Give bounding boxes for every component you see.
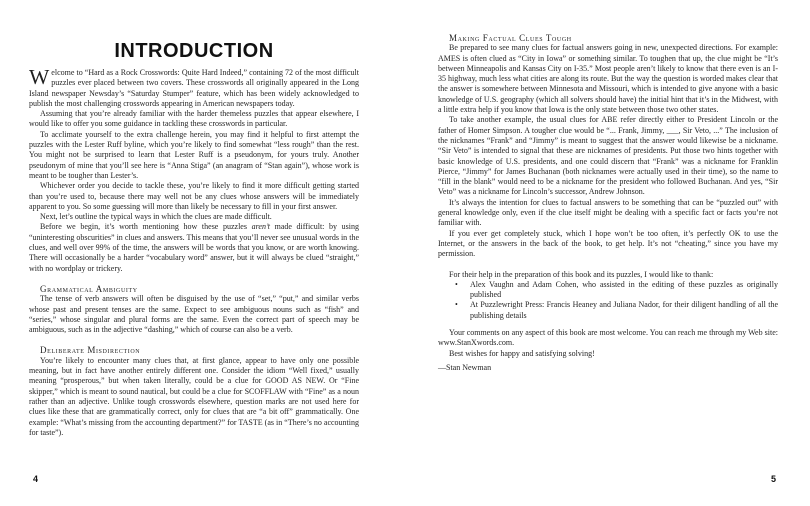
bullet-icon: • — [455, 279, 458, 289]
section-heading-grammatical-ambiguity: Grammatical Ambiguity — [40, 283, 138, 294]
intro-paragraph-1-text: elcome to “Hard as a Rock Crosswords: Quite Hard Indeed,” containing 72 of the most difficult puzzles ever placed between two covers. These crosswords all originally appeared in the Long Island newspaper Newsday’s “Saturday Stumper” feature, which has been widely acknowledged to publish the most challenging crosswords appearing in American newspapers today. — [29, 68, 359, 108]
intro-paragraph-3: To acclimate yourself to the extra challenge herein, you may find it helpful to first attempt the puzzles with the Lester Ruff byline, which you’re likely to find somewhat “less rough” than the rest. You might not be surprised to learn that Lester Ruff is a pseudonym, for yours truly. Another pseudonym of mine that you’ll see here is “Anna Stiga” (an anagram of “Stan again”), whose work is meant to be tougher than Lester’s. — [29, 129, 359, 180]
page-number-right: 5 — [771, 474, 777, 484]
acknowledgment-bullet-1 — [438, 280, 778, 301]
left-page — [29, 0, 359, 506]
section-heading-deliberate-misdirection: Deliberate Misdirection — [40, 345, 141, 356]
drop-cap: W — [29, 65, 50, 89]
factual-clues-paragraph-4: If you ever get completely stuck, which I hope won’t be too often, it’s perfectly OK to use the Internet, or the answers in the back of the book, to get help. It’s not “cheating,” since you have my permission. — [438, 228, 778, 259]
factual-clues-paragraph-3: It’s always the intention for clues to factual answers to be something that can be “puzzled out” with general knowledge only, even if the clue itself might be dealing with a specific fact or facts you’re not familiar with. — [438, 197, 778, 228]
deliberate-misdirection-paragraph: You’re likely to encounter many clues that, at first glance, appear to have only one possible meaning, but in fact have another entirely different one. Consider the idiom “Well fixed,” usually meaning “prosperous,” but when taken literally, could be a clue for GOOD AS NEW. Or “Fine skipper,” which is meant to sound nautical, but could be a clue for SCOFFLAW with “Fine” as a noun rather than an adjective. Unlike tough crosswords elsewhere, question marks are not used here for clues like these that are grammatically correct, only for clues that are “a bit off” grammatically. One example: “What’s missing from the accounting department?” for TASTE (as in “There’s no accounting for taste”). — [29, 355, 359, 437]
acknowledgment-bullet-1-text: Alex Vaughn and Adam Cohen, who assisted in the editing of these puzzles as originally published — [470, 279, 778, 300]
intro-paragraph-5: Next, let’s outline the typical ways in which the clues are made difficult. — [40, 212, 272, 222]
intro-paragraph-4: Whichever order you decide to tackle these, you’re likely to find it more difficult getting started than you’re used to, because there may well not be any clues whose answers will be immediately apparent to you. So some guessing will more than likely be necessary to fill in your first answer. — [29, 181, 359, 211]
author-signature: —Stan Newman — [438, 362, 492, 372]
section-heading-making-factual-clues-tough: Making Factual Clues Tough — [449, 33, 572, 43]
right-page-body — [438, 33, 778, 373]
acknowledgment-bullet-2 — [438, 300, 778, 321]
intro-paragraph-6 — [29, 222, 359, 273]
right-page — [438, 0, 778, 506]
factual-clues-paragraph-2: To take another example, the usual clues for ABE refer directly either to President Lincoln or the father of Homer Simpson. A tougher clue would be “... Frank, Jimmy, ___, Sir Veto, ...” The inclusion of the nicknames “Frank” and “Jimmy” is meant to suggest that the answer would likewise be a nickname. “Sir Veto” is intended to signal that these are nicknames of presidents. Put those two hints together with basic knowledge of U.S. presidents, and one could discern that “Frank” was a nickname for Franklin Pierce, “Jimmy” for James Buchanan (both nicknames were actually used in their time), so the name to “fill in the blank” would need to be a nickname for the president who followed Buchanan. And yes, “Sir Veto” was a nickname for Lincoln’s successor, Andrew Johnson. — [438, 115, 778, 197]
page-title: INTRODUCTION — [114, 40, 274, 62]
bullet-icon: • — [455, 300, 458, 310]
page-number-left: 4 — [33, 474, 39, 484]
comments-paragraph: Your comments on any aspect of this book are most welcome. You can reach me through my Web site: www.StanXwords.com. — [438, 328, 778, 348]
intro-paragraph-6-italic: aren’t — [251, 222, 270, 232]
intro-paragraph-6-rest: made difficult: by using “uninteresting obscurities” in clues and answers. This means that you’ll never see unusual words in the clues, and well over 99% of the time, the answers will be words that you know, or are worth knowing. There will occasionally be a harder “vocabulary word” answer, but it will always be clued “straight,” with no wordplay or trickery. — [29, 222, 359, 273]
left-page-body — [29, 65, 359, 438]
intro-paragraph-1 — [29, 65, 359, 109]
intro-paragraph-2: Assuming that you’re already familiar with the harder themeless puzzles that appear elsewhere, I would like to offer you some guidance in tackling these crosswords in particular. — [29, 109, 359, 129]
best-wishes-paragraph: Best wishes for happy and satisfying solving! — [449, 348, 595, 358]
grammatical-ambiguity-paragraph: The tense of verb answers will often be disguised by the use of “set,” “put,” and similar verbs whose past and present tenses are the same. Expect to see ambiguous nouns such as “fish” and “series,” whose singular and plural forms are the same. Even the correct part of speech may be ambiguous, such as in the adjective “dashing,” which of course can also be a verb. — [29, 294, 359, 335]
acknowledgment-bullet-2-text: At Puzzlewright Press: Francis Heaney and Juliana Nador, for their diligent handling of all the publishing details — [470, 300, 778, 320]
factual-clues-paragraph-1: Be prepared to see many clues for factual answers going in new, unexpected directions. For example: AMES is often clued as “City in Iowa” or something similar. To toughen that up, the clue might be “It’s between Minneapolis and Kansas City on I-35.” Most people aren’t likely to know that there even is an I-35 highway, much less what cities are along its route. But the way the question is worded makes clear that the answer is somewhere between Minnesota and Missouri, which is intended to give anyone with a basic knowledge of U.S. geography (which all solvers should have) the initial hint that it’s in the Midwest, with a little extra help if you know that Iowa is the only state between those two other states. — [438, 43, 778, 115]
intro-paragraph-6-lead: Before we begin, it’s worth mentioning how these puzzles — [40, 222, 252, 232]
acknowledgments-intro: For their help in the preparation of this book and its puzzles, I would like to thank: — [449, 269, 714, 279]
